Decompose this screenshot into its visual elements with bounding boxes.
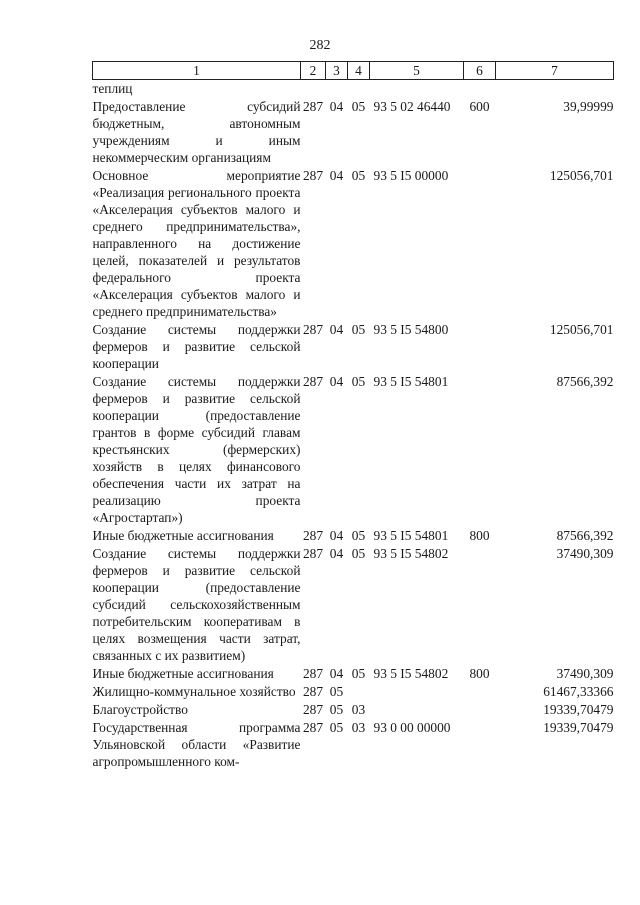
table-row (93, 97, 614, 166)
column-header: 4 (348, 62, 370, 80)
cell-c2: 287 (302, 702, 324, 717)
cell-c2: 287 (302, 528, 324, 543)
cell-amount: 61467,33366 (543, 684, 614, 699)
table-row (93, 682, 614, 700)
cell-c3: 05 (329, 720, 344, 735)
table-row (93, 166, 614, 320)
cell-c2: 287 (302, 374, 324, 389)
column-header: 6 (464, 62, 496, 80)
cell-c3: 04 (329, 528, 344, 543)
cell-name: Благоустройство (92, 702, 188, 717)
cell-c2: 287 (302, 546, 324, 561)
cell-type (464, 372, 496, 526)
cell-name: Создание системы поддержки фермеров и развитие сельской кооперации (предоставление субсидий сельскохозяйственным потребительским кооперативам в целях возмещения части затрат, связанных с их развитием) (92, 546, 301, 663)
cell-c4: 05 (351, 99, 366, 114)
column-header: 1 (93, 62, 301, 80)
table-row (93, 526, 614, 544)
cell-type (464, 718, 496, 770)
cell-type (464, 700, 496, 718)
cell-c4: 05 (351, 528, 366, 543)
cell-name: теплиц (92, 81, 133, 96)
cell-c4: 05 (351, 374, 366, 389)
cell-c4: 05 (351, 322, 366, 337)
table-row (93, 700, 614, 718)
cell-c4 (348, 682, 370, 700)
cell-code: 93 5 I5 54802 (373, 546, 449, 561)
cell-c2: 287 (302, 99, 324, 114)
cell-code: 93 5 I5 54802 (373, 666, 449, 681)
cell-c3: 05 (329, 684, 344, 699)
cell-name: Иные бюджетные ассигнования (92, 528, 274, 543)
cell-c2 (301, 80, 326, 98)
column-header: 3 (326, 62, 348, 80)
cell-c3: 04 (329, 546, 344, 561)
cell-code (370, 700, 464, 718)
cell-name: Жилищно-коммунальное хозяйство (92, 684, 296, 699)
table-row (93, 664, 614, 682)
cell-c4 (348, 80, 370, 98)
cell-c2: 287 (302, 684, 324, 699)
cell-c4: 03 (351, 720, 366, 735)
cell-c4: 03 (351, 702, 366, 717)
cell-amount: 19339,70479 (543, 720, 614, 735)
cell-c2: 287 (302, 322, 324, 337)
cell-c3: 04 (329, 322, 344, 337)
cell-name: Создание системы поддержки фермеров и развитие сельской кооперации (предоставление грантов в форме субсидий главам крестьянских (фермерских) хозяйств в целях финансового обеспечения части их затрат на реализацию проекта «Агростартап») (92, 374, 301, 525)
cell-code (370, 682, 464, 700)
column-header: 2 (301, 62, 326, 80)
cell-type (464, 682, 496, 700)
table-row (93, 544, 614, 664)
cell-c3: 04 (329, 99, 344, 114)
page-number: 282 (309, 38, 331, 53)
cell-c3 (326, 80, 348, 98)
cell-name: Государственная программа Ульяновской области «Развитие агропромышленного ком- (92, 720, 301, 769)
cell-c4: 05 (351, 168, 366, 183)
cell-code: 93 5 I5 00000 (373, 168, 449, 183)
column-header: 7 (496, 62, 614, 80)
cell-c2: 287 (302, 720, 324, 735)
cell-code: 93 5 I5 54800 (373, 322, 449, 337)
cell-amount: 125056,701 (549, 322, 614, 337)
cell-amount: 125056,701 (549, 168, 614, 183)
cell-amount: 37490,309 (556, 666, 614, 681)
cell-type (464, 544, 496, 664)
cell-amount (496, 80, 614, 98)
cell-type: 800 (469, 666, 490, 681)
table-body (93, 80, 614, 771)
cell-code: 93 0 00 00000 (373, 720, 451, 735)
table-header (93, 62, 614, 80)
cell-type (464, 80, 496, 98)
cell-c3: 05 (329, 702, 344, 717)
cell-name: Иные бюджетные ассигнования (92, 666, 274, 681)
cell-c3: 04 (329, 666, 344, 681)
cell-amount: 37490,309 (556, 546, 614, 561)
column-header: 5 (370, 62, 464, 80)
cell-c2: 287 (302, 666, 324, 681)
table-row (93, 718, 614, 770)
table-row (93, 372, 614, 526)
cell-type (464, 166, 496, 320)
cell-c4: 05 (351, 546, 366, 561)
cell-name: Создание системы поддержки фермеров и развитие сельской кооперации (92, 322, 301, 371)
cell-name: Предоставление субсидий бюджетным, автономным учреждениям и иным некоммерческим организациям (92, 99, 301, 165)
cell-code (370, 80, 464, 98)
cell-type (464, 320, 496, 372)
cell-amount: 19339,70479 (543, 702, 614, 717)
cell-code: 93 5 I5 54801 (373, 528, 449, 543)
cell-amount: 87566,392 (556, 374, 614, 389)
cell-c2: 287 (302, 168, 324, 183)
budget-table (92, 61, 614, 770)
cell-type: 800 (469, 528, 490, 543)
table-row (93, 80, 614, 98)
cell-c3: 04 (329, 374, 344, 389)
cell-type: 600 (469, 99, 490, 114)
table-row (93, 320, 614, 372)
cell-c3: 04 (329, 168, 344, 183)
cell-amount: 87566,392 (556, 528, 614, 543)
cell-c4: 05 (351, 666, 366, 681)
cell-amount: 39,99999 (563, 99, 614, 114)
cell-code: 93 5 02 46440 (373, 99, 451, 114)
cell-code: 93 5 I5 54801 (373, 374, 449, 389)
cell-name: Основное мероприятие «Реализация регионального проекта «Акселерация субъектов малого и среднего предпринимательства», направленного на достижение целей, показателей и результатов федерального проекта «Акселерация субъектов малого и среднего предпринимательства» (92, 168, 301, 319)
